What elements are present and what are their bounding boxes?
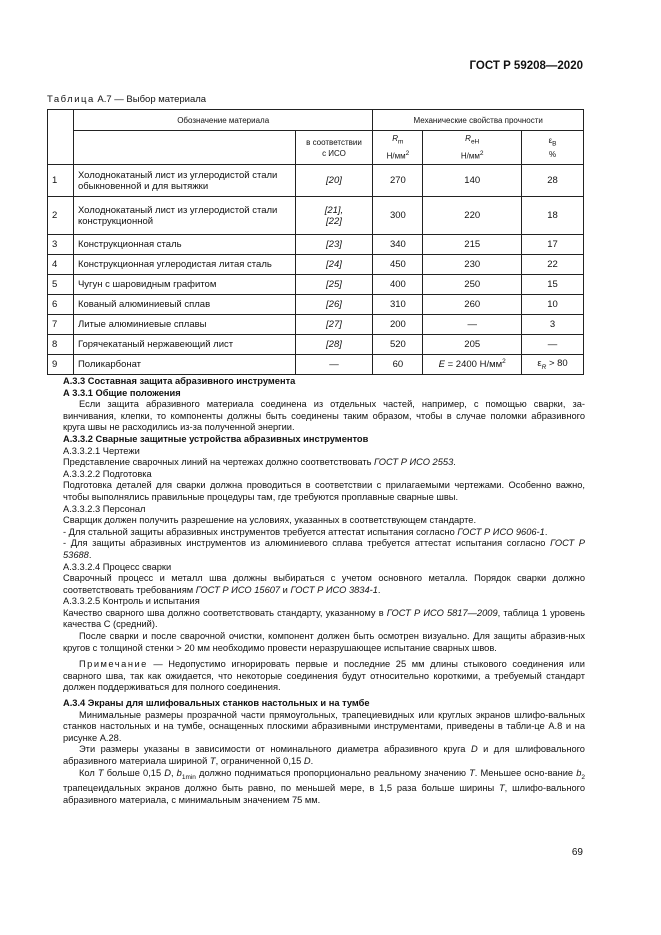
rm-unit: Н/мм <box>386 151 406 161</box>
table-caption <box>47 94 206 105</box>
symbol-b: b <box>576 767 582 778</box>
row-eps: 18 <box>522 197 584 235</box>
standard-ref: ГОСТ Р ИСО 15607 <box>195 584 281 595</box>
row-material: Холоднокатаный лист из углеродистой стали обыкновенной и для вытяжки <box>73 165 295 197</box>
header-elongation <box>522 131 584 165</box>
row-number: 4 <box>48 255 74 275</box>
table-row <box>48 275 584 295</box>
eps-symbol: ε <box>548 135 553 145</box>
row-reh <box>423 355 522 375</box>
row-number: 7 <box>48 315 74 335</box>
row-eps: — <box>522 335 584 355</box>
symbol-b: b <box>176 767 182 778</box>
body-text <box>63 376 585 806</box>
paragraph <box>63 608 585 631</box>
paragraph-text: , ограниченной 0,15 <box>215 756 304 766</box>
row-rm: 310 <box>373 295 423 315</box>
paragraph-text: Представление сварочных линий на чертежах должно соответствовать <box>63 457 375 468</box>
table-caption-word: Таблица <box>47 94 95 105</box>
eps-unit: % <box>548 150 557 160</box>
table-row <box>48 235 584 255</box>
row-iso: [24] <box>295 255 373 275</box>
paragraph-text: и <box>280 584 291 595</box>
row-material: Конструкционная углеродистая литая сталь <box>73 255 295 275</box>
symbol-b-sub: 1min <box>181 773 196 781</box>
symbol-t: T <box>97 767 104 778</box>
table-row <box>48 355 584 375</box>
table-header-row <box>48 110 584 131</box>
row-iso: [26] <box>295 295 373 315</box>
row-eps: 15 <box>522 275 584 295</box>
row-eps: 22 <box>522 255 584 275</box>
row-rm: 400 <box>373 275 423 295</box>
modulus-unit-sq: 2 <box>502 358 506 366</box>
reh-unit-sq: 2 <box>479 149 484 157</box>
paragraph <box>63 457 585 469</box>
row-material: Горячекатаный нержавеющий лист <box>73 335 295 355</box>
standard-ref: ГОСТ Р ИСО 9606-1 <box>457 526 545 537</box>
header-reh <box>423 131 522 165</box>
section-a3325-heading: А.3.3.2.5 Контроль и испытания <box>63 596 200 607</box>
row-iso-ref2: [22] <box>326 215 342 227</box>
paragraph-text: Кол <box>79 767 98 778</box>
row-rm: 520 <box>373 335 423 355</box>
modulus-value: = 2400 Н/мм <box>444 359 503 371</box>
row-reh: — <box>423 315 522 335</box>
note <box>63 659 585 694</box>
row-iso <box>295 197 373 235</box>
eps-r-symbol: ε <box>537 358 542 370</box>
row-rm: 270 <box>373 165 423 197</box>
row-rm: 300 <box>373 197 423 235</box>
header-number-cell <box>48 110 74 165</box>
paragraph-text: больше 0,15 <box>103 767 165 778</box>
symbol-d: D <box>164 767 171 778</box>
row-rm: 200 <box>373 315 423 335</box>
symbol-t: T <box>498 783 505 794</box>
row-rm: 340 <box>373 235 423 255</box>
note-label: Примечание <box>79 659 148 670</box>
paragraph-text: Сварочный процесс и металл шва должны выбираться с учетом основного металла. Порядок сварки должно соответствовать требованиям <box>63 573 585 595</box>
row-eps: 17 <box>522 235 584 255</box>
table-row <box>48 315 584 335</box>
table-row <box>48 255 584 275</box>
row-iso-ref1: [21], <box>324 204 344 216</box>
header-per-iso-line2: с ИСО <box>322 148 346 158</box>
section-a331-heading: А 3.3.1 Общие положения <box>63 387 181 398</box>
row-number: 5 <box>48 275 74 295</box>
header-rm <box>373 131 423 165</box>
header-per-iso-line1: в соответствии <box>306 137 362 147</box>
row-number: 9 <box>48 355 74 375</box>
eps-sub: B <box>552 140 557 148</box>
row-material: Поликарбонат <box>73 355 295 375</box>
paragraph-text: Эти размеры указаны в зависимости от номинального диаметра абразивного круга <box>79 744 471 755</box>
row-number: 6 <box>48 295 74 315</box>
header-blank <box>73 131 295 165</box>
row-eps: 10 <box>522 295 584 315</box>
modulus-symbol: E <box>438 359 445 371</box>
row-reh: 260 <box>423 295 522 315</box>
paragraph-text: и для шлифовального абразивного материала шириной <box>63 744 585 766</box>
reh-unit: Н/мм <box>460 151 480 161</box>
row-iso: [20] <box>295 165 373 197</box>
paragraph-text: . <box>453 457 456 468</box>
page-number: 69 <box>571 847 583 858</box>
paragraph <box>63 744 585 767</box>
section-a33-heading: А.3.3 Составная защита абразивного инструмента <box>63 376 296 386</box>
rm-symbol: R <box>392 134 399 144</box>
table-row <box>48 197 584 235</box>
standard-ref: ГОСТ Р 53688 <box>63 538 585 560</box>
paragraph-text: трапецеидальных экранов должно быть равно, по меньшей мере, в 1,5 раза больше ширины <box>63 783 499 794</box>
row-iso: [25] <box>295 275 373 295</box>
paragraph: Если защита абразивного материала соединена из отдельных частей, например, с помощью сварки, за-винчивания, клепки, то компоненты должны быть соединены таким образом, чтобы в случае поломки абразивного круга швы не расходились из-за полученной энергии. <box>63 399 585 433</box>
table-row <box>48 295 584 315</box>
symbol-b-sub: 2 <box>581 773 585 781</box>
row-number: 1 <box>48 165 74 197</box>
section-a3321-heading: А.3.3.2.1 Чертежи <box>63 445 140 456</box>
row-material: Холоднокатаный лист из углеродистой стали конструкционной <box>73 197 295 235</box>
rm-unit-sq: 2 <box>405 149 410 157</box>
row-iso: [27] <box>295 315 373 335</box>
header-per-iso <box>295 131 373 165</box>
table-subheader-row <box>48 131 584 165</box>
paragraph-text: , таблица 1 уровень качества С (средний). <box>63 607 586 630</box>
paragraph-text: - Для защиты абразивных инструментов из алюминиевого сплава требуется аттестат испытания согласно <box>63 538 551 549</box>
paragraph-text: . <box>377 584 381 595</box>
paragraph-text: . <box>310 756 314 766</box>
section-a34-heading: А.3.4 Экраны для шлифовальных станков настольных и на тумбе <box>63 698 370 709</box>
paragraph <box>63 538 585 561</box>
row-iso: [28] <box>295 335 373 355</box>
row-number: 3 <box>48 235 74 255</box>
paragraph-text: . <box>544 526 548 537</box>
reh-sub: eH <box>470 138 480 146</box>
symbol-d: D <box>470 744 478 755</box>
eps-r-value: > 80 <box>546 358 568 370</box>
rm-sub: m <box>398 138 404 146</box>
row-reh: 205 <box>423 335 522 355</box>
row-material: Кованый алюминиевый сплав <box>73 295 295 315</box>
note-text: — Недопустимо игнорировать первые и последние 25 мм длины стыкового соединения или сварного шва, так как ожидается, что некоторые соединения будут относительно короткими, а требуемый стандарт должен поддерживаться для полного соединения. <box>63 659 585 693</box>
reh-symbol: R <box>465 134 471 144</box>
row-eps: 3 <box>522 315 584 335</box>
paragraph-text: должно подниматься пропорционально реальному значению <box>195 767 470 778</box>
row-material: Чугун с шаровидным графитом <box>73 275 295 295</box>
paragraph: Минимальные размеры прозрачной части прямоугольных, трапециевидных или круглых экранов шлифо-вальных станков настольных и на тумбе, оснащенных плоскими абразивными инструментами, приведены в табли-це А.8 и на рисунке А.28. <box>63 709 585 743</box>
symbol-t: T <box>469 767 475 778</box>
row-rm: 450 <box>373 255 423 275</box>
paragraph-text: - Для стальной защиты абразивных инструментов требуется аттестат испытания согласно <box>63 526 458 537</box>
section-a332-heading: А.3.3.2 Сварные защитные устройства абразивных инструментов <box>63 433 369 444</box>
paragraph-text: , <box>170 767 177 778</box>
table-caption-title: А.7 — Выбор материала <box>94 94 207 105</box>
header-mechanical: Механические свойства прочности <box>373 110 584 131</box>
paragraph-text: . Меньшее осно-вание <box>474 767 577 778</box>
material-table <box>47 109 584 375</box>
section-a3323-heading: А.3.3.2.3 Персонал <box>63 503 146 514</box>
symbol-t: T <box>209 756 216 766</box>
row-reh: 220 <box>423 197 522 235</box>
paragraph <box>63 573 585 596</box>
paragraph: Сварщик должен получить разрешение на условиях, указанных в соответствующем стандарте. <box>63 515 477 526</box>
row-reh: 215 <box>423 235 522 255</box>
row-reh: 140 <box>423 165 522 197</box>
row-eps: 28 <box>522 165 584 197</box>
paragraph <box>63 768 585 807</box>
row-reh: 230 <box>423 255 522 275</box>
section-a3322-heading: А.3.3.2.2 Подготовка <box>63 468 152 479</box>
paragraph-text: Качество сварного шва должно соответствовать стандарту, указанному в <box>63 607 387 618</box>
eps-r-sub: R <box>541 363 547 371</box>
standard-ref: ГОСТ Р ИСО 5817—2009 <box>386 607 498 618</box>
section-a3324-heading: А.3.3.2.4 Процесс сварки <box>63 561 172 572</box>
paragraph-text: , шлифо-вального абразивного материала, с минимальным значением 75 мм. <box>63 783 586 805</box>
symbol-d: D <box>303 756 311 766</box>
row-reh: 250 <box>423 275 522 295</box>
paragraph: Подготовка деталей для сварки должна проводиться в соответствии с прилагаемыми чертежами. Особенно важно, чтобы выполнялись правильные процедуры там, где требуются проплавные сварные швы. <box>63 480 585 502</box>
standard-header: ГОСТ Р 59208—2020 <box>469 60 583 72</box>
table-row <box>48 165 584 197</box>
row-number: 2 <box>48 197 74 235</box>
row-material: Конструкционная сталь <box>73 235 295 255</box>
row-material: Литые алюминиевые сплавы <box>73 315 295 335</box>
table-row <box>48 335 584 355</box>
row-iso: [23] <box>295 235 373 255</box>
row-iso: — <box>295 355 373 375</box>
standard-ref: ГОСТ Р ИСО 2553 <box>374 457 454 468</box>
paragraph <box>63 527 585 539</box>
row-rm: 60 <box>373 355 423 375</box>
paragraph: После сварки и после сварочной очистки, компонент должен быть осмотрен визуально. Для защиты абразив-ных кругов с толщиной стенки > 20 мм необходимо провести неразрушающее испытание сварных швов. <box>63 631 585 653</box>
row-eps <box>522 355 584 375</box>
header-designation: Обозначение материала <box>73 110 372 131</box>
paragraph-text: . <box>88 549 92 560</box>
standard-ref: ГОСТ Р ИСО 3834-1 <box>290 584 378 595</box>
row-number: 8 <box>48 335 74 355</box>
